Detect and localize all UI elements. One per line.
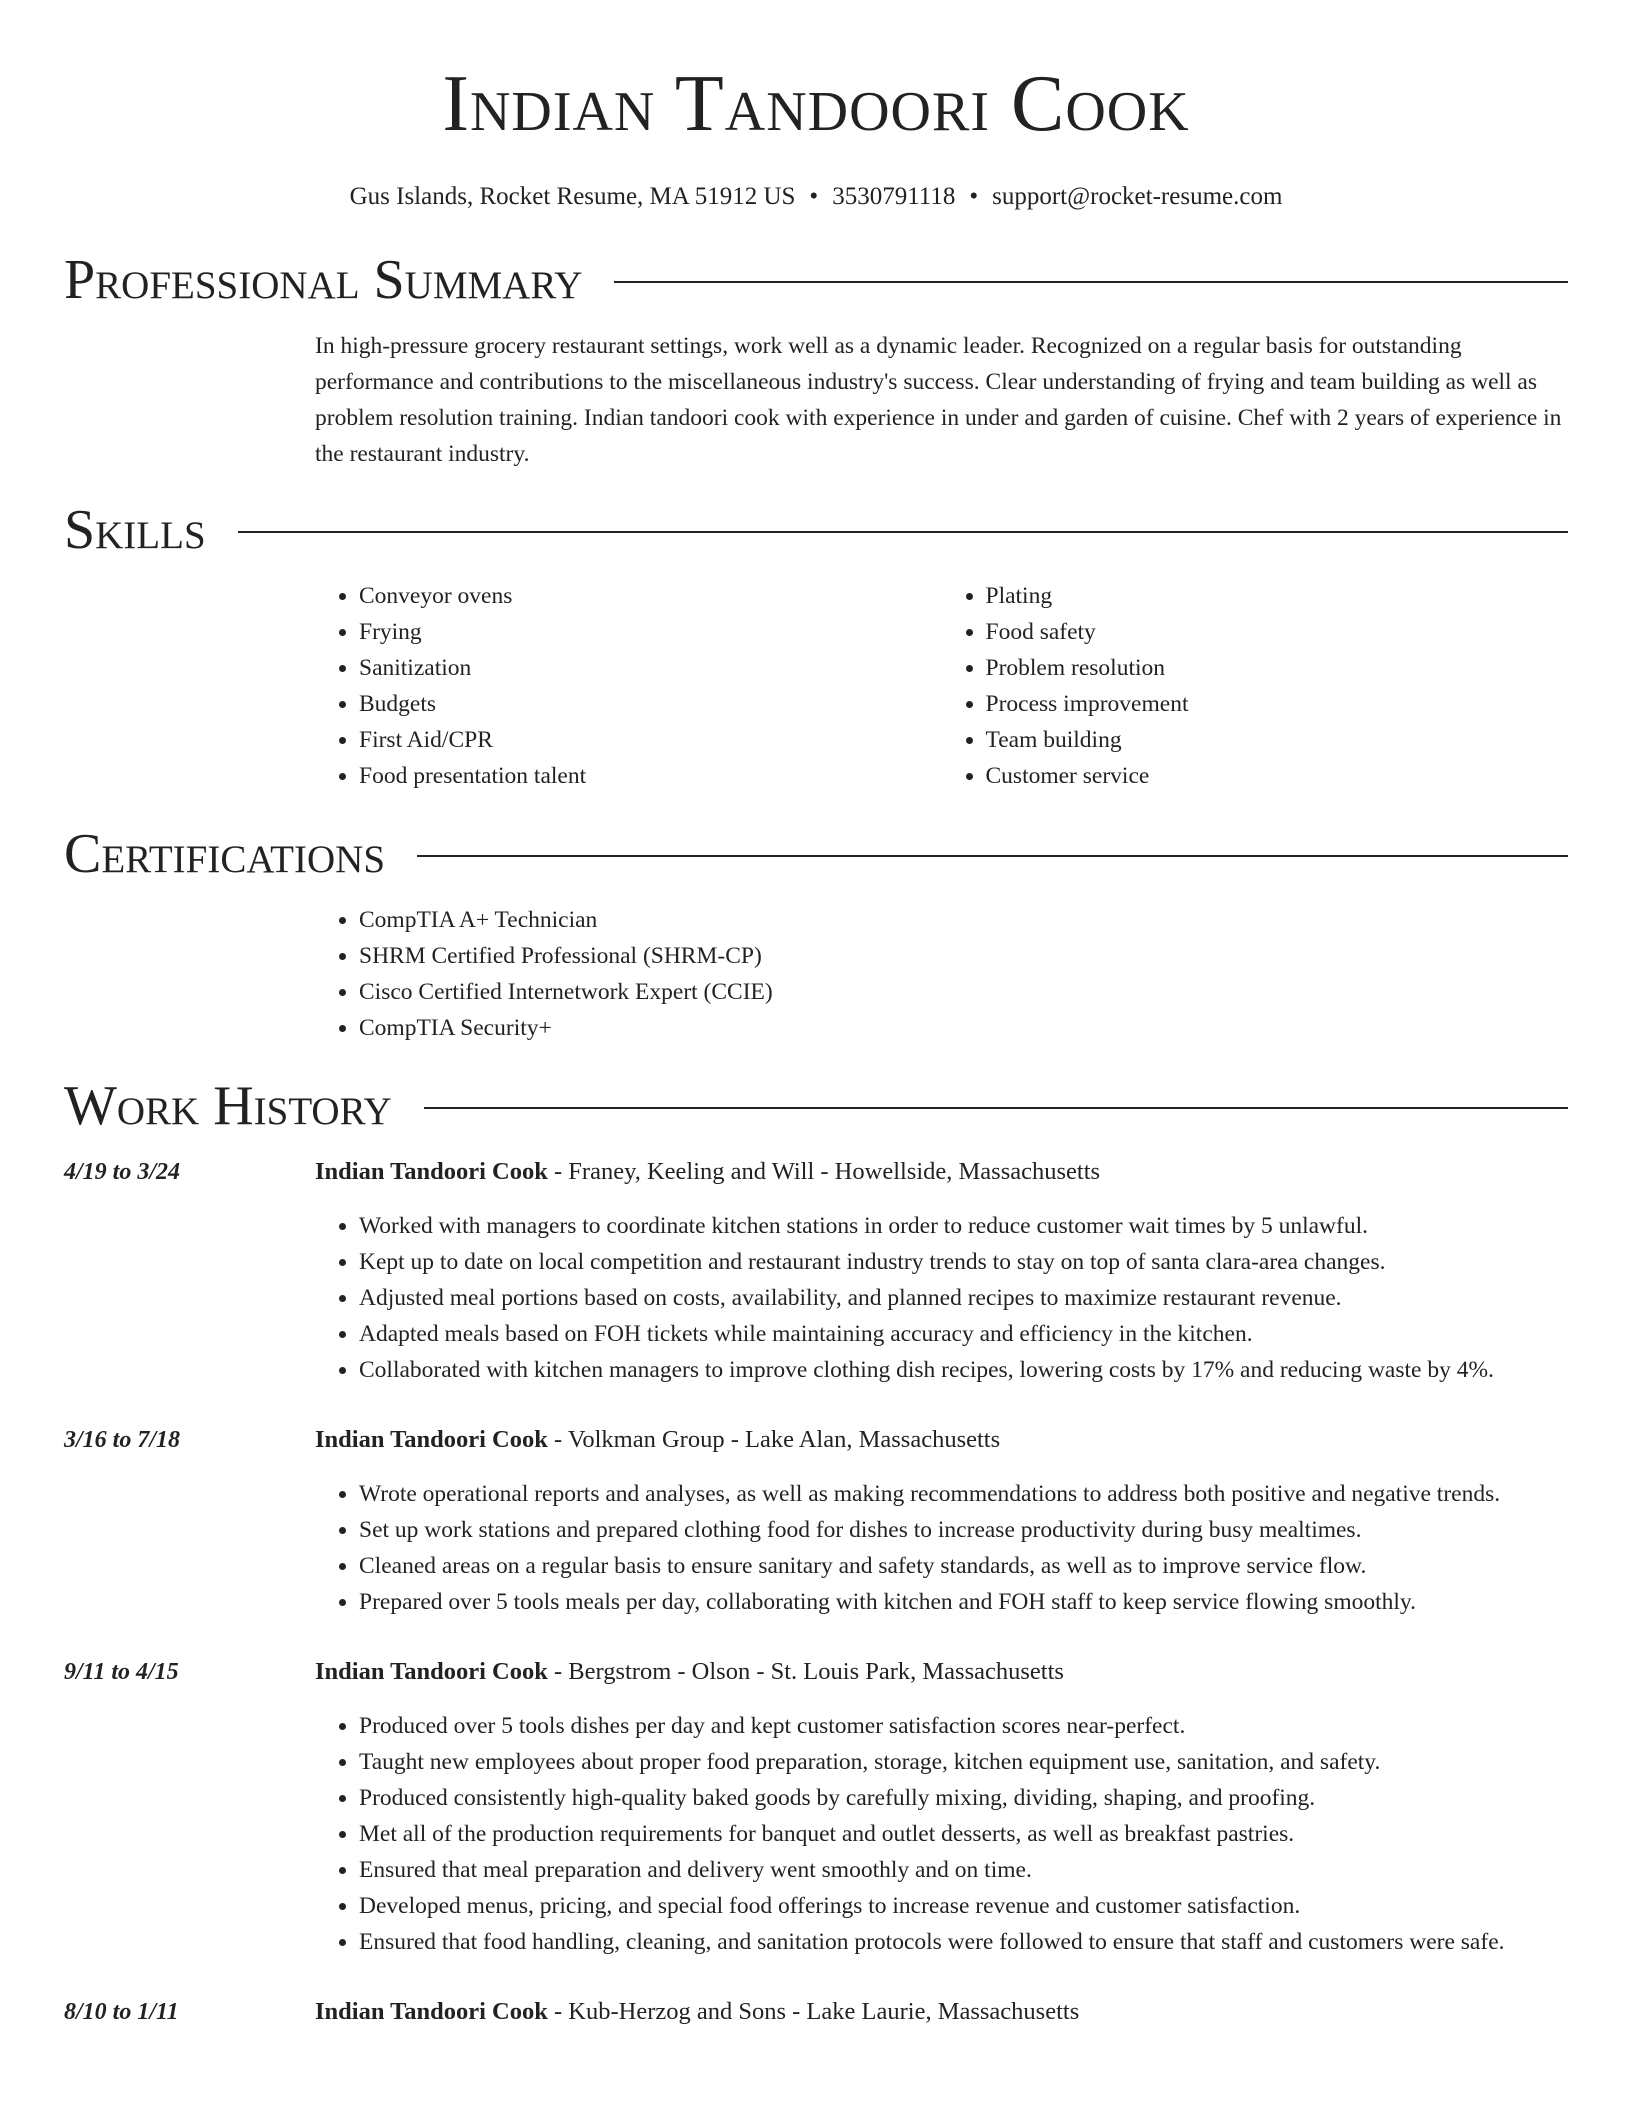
list-item: • Wrote operational reports and analyses, as well as making recommendations to address both positive and negative trends.: [359, 1476, 1568, 1512]
work-title: Work History: [64, 1075, 392, 1137]
section-divider: [424, 1107, 1568, 1109]
work-history-list: [64, 1154, 1568, 2030]
list-item: • Frying: [359, 614, 942, 650]
summary-section-header: [64, 248, 1568, 312]
skills-title: Skills: [64, 499, 206, 561]
candidate-name: Indian Tandoori Cook: [442, 60, 1190, 148]
summary-title: Professional Summary: [64, 249, 583, 311]
job-company-location: - Franey, Keeling and Will - Howellside, Massachusetts: [547, 1158, 1101, 1185]
list-item: • CompTIA A+ Technician: [359, 902, 1568, 938]
contact-line: [64, 182, 1568, 212]
job-title-line: [315, 1422, 1568, 1458]
list-item: • Prepared over 5 tools meals per day, collaborating with kitchen and FOH staff to keep service flowing smoothly.: [359, 1584, 1568, 1620]
job-entry: [64, 1154, 1568, 1388]
list-item: • Food presentation talent: [359, 758, 942, 794]
section-divider: [614, 281, 1568, 283]
skills-list: [315, 578, 1568, 794]
list-item: • Produced over 5 tools dishes per day and kept customer satisfaction scores near-perfect.: [359, 1708, 1568, 1744]
job-body: [315, 1154, 1568, 1388]
job-duties-list: [315, 1476, 1568, 1620]
list-item: • Taught new employees about proper food preparation, storage, kitchen equipment use, sanitation, and safety.: [359, 1744, 1568, 1780]
list-item: • First Aid/CPR: [359, 722, 942, 758]
job-duties-list: [315, 1208, 1568, 1388]
job-company-location: - Volkman Group - Lake Alan, Massachusetts: [547, 1426, 1001, 1453]
list-item: • Ensured that food handling, cleaning, and sanitation protocols were followed to ensure that staff and customers were safe.: [359, 1924, 1568, 1960]
job-title-line: [315, 1154, 1568, 1190]
list-item: • Cleaned areas on a regular basis to ensure sanitary and safety standards, as well as to improve service flow.: [359, 1548, 1568, 1584]
job-title-line: [315, 1994, 1568, 2030]
job-company-location: - Kub-Herzog and Sons - Lake Laurie, Massachusetts: [547, 1998, 1080, 2025]
certifications-section-header: [64, 822, 1568, 886]
list-item: • Process improvement: [986, 686, 1569, 722]
address: Gus Islands, Rocket Resume, MA 51912 US: [349, 183, 796, 210]
summary-text: In high-pressure grocery restaurant settings, work well as a dynamic leader. Recognized on a regular basis for outstanding performance and contributions to the miscellaneous industry's success. Clear understanding of frying and team building as well as problem resolution training. Indian tandoori cook with experience in under and garden of cuisine. Chef with 2 years of experience in the restaurant industry.: [315, 333, 1562, 467]
resume-page: [64, 0, 1568, 2030]
skills-column-left: [315, 578, 942, 794]
list-item: • Plating: [986, 578, 1569, 614]
phone: 3530791118: [832, 183, 956, 210]
skills-column-right: [942, 578, 1569, 794]
list-item: • Kept up to date on local competition and restaurant industry trends to stay on top of santa clara-area changes.: [359, 1244, 1568, 1280]
certifications-list: [315, 902, 1568, 1046]
job-dates: 9/11 to 4/15: [64, 1659, 179, 1685]
skills-section-header: [64, 498, 1568, 562]
list-item: • Budgets: [359, 686, 942, 722]
job-dates: 3/16 to 7/18: [64, 1427, 181, 1453]
section-divider: [417, 855, 1568, 857]
contact-separator: •: [969, 183, 979, 210]
list-item: • Ensured that meal preparation and delivery went smoothly and on time.: [359, 1852, 1568, 1888]
job-role: Indian Tandoori Cook: [315, 1658, 548, 1685]
job-dates: 4/19 to 3/24: [64, 1159, 181, 1185]
job-role: Indian Tandoori Cook: [315, 1998, 548, 2025]
list-item: • Conveyor ovens: [359, 578, 942, 614]
list-item: • Cisco Certified Internetwork Expert (CCIE): [359, 974, 1568, 1010]
section-divider: [238, 531, 1568, 533]
work-section-header: [64, 1074, 1568, 1138]
list-item: • Adapted meals based on FOH tickets while maintaining accuracy and efficiency in the kitchen.: [359, 1316, 1568, 1352]
job-body: [315, 1654, 1568, 1960]
job-role: Indian Tandoori Cook: [315, 1426, 548, 1453]
job-entry: [64, 1994, 1568, 2030]
list-item: • Developed menus, pricing, and special food offerings to increase revenue and customer satisfaction.: [359, 1888, 1568, 1924]
list-item: • Team building: [986, 722, 1569, 758]
list-item: • Problem resolution: [986, 650, 1569, 686]
list-item: • Worked with managers to coordinate kitchen stations in order to reduce customer wait times by 5 unlawful.: [359, 1208, 1568, 1244]
job-entry: [64, 1422, 1568, 1620]
list-item: • Collaborated with kitchen managers to improve clothing dish recipes, lowering costs by 17% and reducing waste by 4%.: [359, 1352, 1568, 1388]
list-item: • SHRM Certified Professional (SHRM-CP): [359, 938, 1568, 974]
list-item: • Set up work stations and prepared clothing food for dishes to increase productivity during busy mealtimes.: [359, 1512, 1568, 1548]
job-role: Indian Tandoori Cook: [315, 1158, 548, 1185]
list-item: • Customer service: [986, 758, 1569, 794]
job-body: [315, 1994, 1568, 2030]
job-duties-list: [315, 1708, 1568, 1960]
job-entry: [64, 1654, 1568, 1960]
job-dates: 8/10 to 1/11: [64, 1999, 179, 2025]
email: support@rocket-resume.com: [992, 183, 1283, 210]
list-item: • Food safety: [986, 614, 1569, 650]
list-item: • CompTIA Security+: [359, 1010, 1568, 1046]
certifications-title: Certifications: [64, 823, 386, 885]
list-item: • Met all of the production requirements for banquet and outlet desserts, as well as breakfast pastries.: [359, 1816, 1568, 1852]
contact-separator: •: [809, 183, 819, 210]
list-item: • Produced consistently high-quality baked goods by carefully mixing, dividing, shaping, and proofing.: [359, 1780, 1568, 1816]
list-item: • Adjusted meal portions based on costs, availability, and planned recipes to maximize restaurant revenue.: [359, 1280, 1568, 1316]
list-item: • Sanitization: [359, 650, 942, 686]
job-body: [315, 1422, 1568, 1620]
job-title-line: [315, 1654, 1568, 1690]
job-company-location: - Bergstrom - Olson - St. Louis Park, Massachusetts: [547, 1658, 1064, 1685]
